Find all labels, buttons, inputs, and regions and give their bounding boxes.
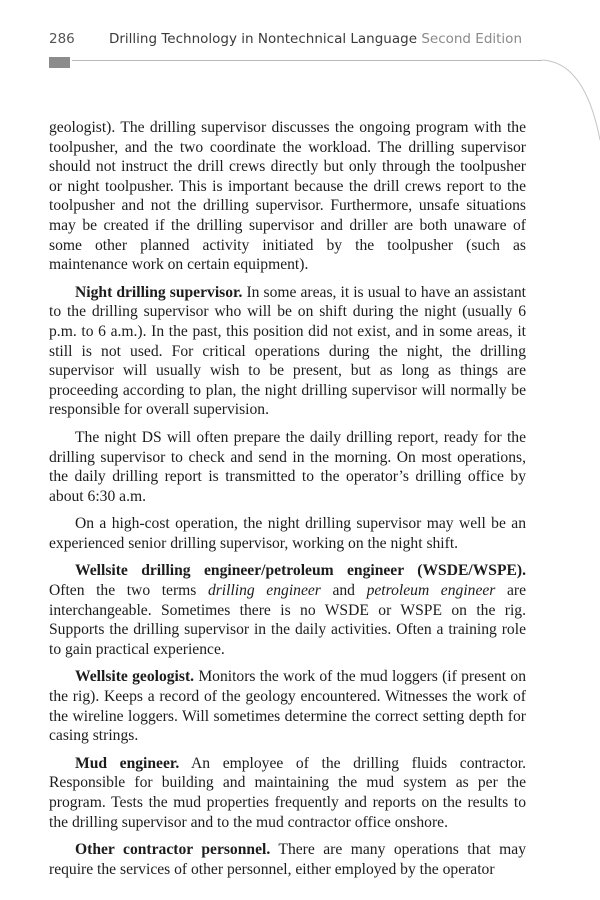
section-heading: Wellsite drilling engineer/petroleum engineer (WSDE/WSPE). — [75, 562, 526, 580]
section-heading: Night drilling supervisor. — [75, 283, 243, 301]
paragraph — [49, 561, 526, 659]
header-rule — [72, 60, 542, 61]
header-marker — [49, 57, 70, 68]
paragraph-text: Often the two terms — [49, 582, 197, 600]
italic-term: petroleum engineer — [366, 582, 496, 600]
running-header — [109, 31, 522, 47]
paragraph — [49, 667, 526, 745]
edition-label: Second Edition — [421, 31, 522, 47]
section-heading: Other contractor personnel. — [75, 841, 271, 859]
paragraph-text: and — [332, 582, 355, 600]
paragraph — [49, 754, 526, 832]
paragraph: On a high-cost operation, the night drilling supervisor may well be an experienced senior drilling supervisor, working on the night shift. — [49, 515, 526, 552]
paragraph: The night DS will often prepare the daily drilling report, ready for the drilling supervisor to check and send in the morning. On most operations, the daily drilling report is transmitted to the operator’s drilling office by about 6:30 a.m. — [49, 428, 526, 505]
paragraph-text: Monitors the work of the mud loggers (if present on the rig). Keeps a record of the geology encountered. Witnesses the work of the wireline loggers. Will sometimes determine the correct setting depth for casing strings. — [49, 668, 526, 745]
section-heading: Wellsite geologist. — [75, 668, 195, 686]
italic-term: drilling engineer — [207, 582, 321, 600]
paragraph — [49, 840, 526, 879]
paragraph-text: There are many operations that may require the services of other personnel, either employed by the operator — [49, 841, 526, 878]
page-number: 286 — [49, 31, 75, 47]
paragraph-text: are interchangeable. Sometimes there is no WSDE or WSPE on the rig. Supports the drilling supervisor in the daily activities. Often a training role to gain practical experience. — [49, 582, 527, 658]
paragraph-text: An employee of the drilling fluids contractor. Responsible for building and maintaining the mud system as per the program. Tests the mud properties frequently and reports on the results to the drilling supervisor and to the mud contractor office onshore. — [49, 754, 527, 831]
book-title: Drilling Technology in Nontechnical Language — [108, 31, 418, 47]
section-heading: Mud engineer. — [75, 754, 180, 772]
paragraph: geologist). The drilling supervisor discusses the ongoing program with the toolpusher, and the two coordinate the workload. The drilling supervisor should not instruct the drill crews directly but only through the toolpusher or night toolpusher. This is important because the drill crews report to the toolpusher and not the drilling supervisor. Furthermore, unsafe situations may be created if the drilling supervisor and driller are both unaware of some other planned activity initiated by the toolpusher (such as maintenance work on certain equipment). — [49, 119, 526, 274]
paragraph — [49, 283, 526, 420]
body-text — [49, 118, 526, 887]
paragraph-text: In some areas, it is usual to have an assistant to the drilling supervisor who will be on shift during the night (usually 6 p.m. to 6 a.m.). In the past, this position did not exist, and in some areas, it still is not used. For critical operations during the night, the drilling supervisor will usually wish to be present, but as long as things are proceeding according to plan, the night drilling supervisor will normally be responsible for overall supervision. — [49, 283, 526, 419]
